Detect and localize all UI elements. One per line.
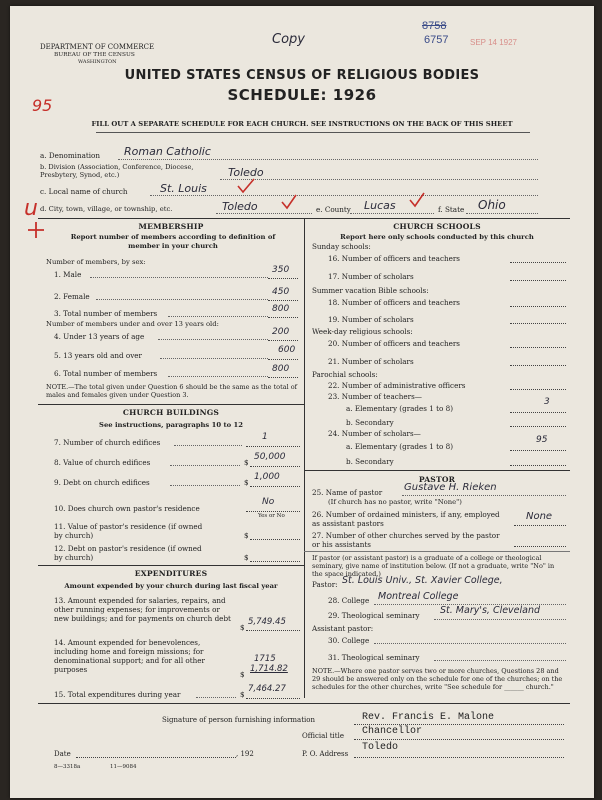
q21-answer-line [510,365,566,366]
instruction-underline [96,132,530,133]
q8-label: 8. Value of church edifices [54,458,151,467]
q13-label: 13. Amount expended for salaries, repairs, and other running expenses; for improvements or new buildings; and for payments on church debt [54,596,231,623]
church-name-value: St. Louis [160,182,207,195]
q5-value: 600 [278,345,296,355]
state-value: Ohio [478,198,506,212]
county-line [350,213,434,214]
summer-label: Summer vacation Bible schools: [312,286,429,295]
q4-leader [158,339,268,340]
q8-leader [170,465,240,466]
division-value: Toledo [228,166,264,179]
age-intro-label: Number of members under and over 13 years old: [46,320,219,328]
q8-value: 50,000 [254,452,286,462]
q11-label: 11. Value of pastor's residence (if owned by church) [54,522,203,540]
pastor-grad-value: St. Louis Univ., St. Xavier College, [342,575,503,586]
q24b-answer-line [510,465,566,466]
membership-intro: Report number of members according to definition of member in your church [70,233,276,250]
q1-label: 1. Male [54,270,82,279]
q26-label: 26. Number of ordained ministers, if any, employed as assistant pastors [312,510,500,528]
church-name-label: c. Local name of church [40,187,128,196]
q24b-label: b. Secondary [346,457,394,466]
q2-leader [96,299,268,300]
check-mark-icon [408,192,426,208]
q11-dollar: $ [244,531,249,540]
official-title-label: Official title [302,732,344,740]
q22-answer-line [510,389,566,390]
q8-answer-line [250,466,300,467]
q15-dollar: $ [240,690,245,699]
q9-label: 9. Debt on church edifices [54,478,150,487]
date-year: , 192 [236,750,254,758]
q11-answer-line [250,539,300,540]
county-value: Lucas [364,199,396,212]
state-label: f. State [438,205,465,214]
q7-answer-line [246,446,300,447]
schools-heading: CHURCH SCHOOLS [393,222,481,231]
q18-answer-line [510,306,566,307]
q29-line [434,619,566,620]
q14-value-top: 1715 [254,654,276,664]
date-label: Date [54,750,71,758]
signature-value: Rev. Francis E. Malone [362,712,495,723]
q14-dollar: $ [240,670,245,679]
q13-value: 5,749.45 [248,617,286,627]
instruction-line: FILL OUT A SEPARATE SCHEDULE FOR EACH CHURCH. SEE INSTRUCTIONS ON THE BACK OF THIS SHEET [91,120,513,128]
city-line [216,213,312,214]
graduate-note: If pastor (or assistant pastor) is a graduate of a college or theological seminary, give name of institution below. (If not a graduate, write "No" in the space indicated.) [312,554,555,578]
q23b-label: b. Secondary [346,418,394,427]
q13-dollar: $ [240,623,245,632]
signature-label: Signature of person furnishing information [162,716,316,724]
form-title: UNITED STATES CENSUS OF RELIGIOUS BODIES [124,68,480,83]
q29-value: St. Mary's, Cleveland [440,605,541,616]
membership-heading: MEMBERSHIP [138,222,204,231]
q30-line [374,643,566,644]
division-line [220,179,538,180]
q5-leader [160,358,268,359]
received-date-stamp: SEP 14 1927 [470,38,518,47]
q25-line [402,495,566,496]
q3-answer-line [268,317,298,318]
q3-label: 3. Total number of members [54,309,158,318]
q26-value: None [526,511,553,522]
q9-leader [170,485,240,486]
q23a-answer-line [510,412,566,413]
q27-label: 27. Number of other churches served by the pastor or his assistants [312,531,500,549]
division-label: b. Division (Association, Conference, Diocese, Presbytery, Synod, etc.) [40,163,194,179]
q17-label: 17. Number of scholars [328,272,414,281]
q28-label: 28. College [328,596,370,605]
q7-value: 1 [262,432,268,442]
q5-label: 5. 13 years old and over [54,351,142,360]
q12-dollar: $ [244,553,249,562]
column-divider [304,218,305,698]
q7-label: 7. Number of church edifices [54,438,161,447]
q25-label: 25. Name of pastor [312,488,383,497]
q22-label: 22. Number of administrative officers [328,381,466,390]
dept-line2: BUREAU OF THE CENSUS [54,52,135,58]
pastor-grad-label: Pastor: [312,580,338,589]
q10-value: No [262,497,275,507]
q9-value: 1,000 [254,472,280,482]
expenditures-intro: Amount expended by your church during last fiscal year [64,582,278,590]
q15-answer-line [246,698,300,699]
q3-value: 800 [272,304,290,314]
q1-answer-line [268,278,298,279]
buildings-heading: CHURCH BUILDINGS [122,408,220,417]
margin-u-mark: u [24,196,38,221]
q28-value: Montreal College [378,591,459,602]
q24-label: 24. Number of scholars— [328,429,421,438]
q23b-answer-line [510,426,566,427]
q13-answer-line [246,630,300,631]
q2-value: 450 [272,287,290,297]
dept-line3: WASHINGTON [78,59,117,65]
q2-answer-line [268,300,298,301]
print-number: 11—9084 [110,764,137,770]
check-mark-icon [280,194,298,210]
church-name-line [150,195,538,196]
q15-label: 15. Total expenditures during year [54,690,181,699]
q14-value: 1,714.82 [250,664,288,674]
q20-answer-line [510,347,566,348]
q2-label: 2. Female [54,292,90,301]
q30-label: 30. College [328,636,370,645]
state-line [466,213,538,214]
q1-value: 350 [272,265,290,275]
buildings-intro: See instructions, paragraphs 10 to 12 [99,421,243,429]
q5-answer-line [268,359,298,360]
q31-line [434,660,566,661]
form-subtitle: SCHEDULE: 1926 [227,86,377,104]
signature-line [354,724,564,725]
q7-leader [174,445,242,446]
pastor-note: NOTE.—Where one pastor serves two or more churches, Questions 28 and 29 should be answered only on the schedule for one of the churches; on the schedules for the other churches, write "See schedule for ______ church." [312,667,563,691]
q27-answer-line [514,546,566,547]
address-label: P. O. Address [302,750,349,758]
parochial-label: Parochial schools: [312,370,378,379]
q14-label: 14. Amount expended for benevolences, including home and foreign missions; for denominational support; and for all other purposes [54,638,205,674]
q24a-value: 95 [536,435,548,445]
q6-answer-line [268,377,298,378]
schools-bottom-rule [304,470,570,471]
q31-label: 31. Theological seminary [328,653,420,662]
margin-number: 95 [32,96,53,115]
q25-note: (If church has no pastor, write "None") [328,498,462,506]
q21-label: 21. Number of scholars [328,357,414,366]
q9-dollar: $ [244,478,249,487]
q12-answer-line [250,561,300,562]
official-title-value: Chancellor [362,726,423,737]
address-line [354,757,564,758]
census-schedule-sheet [10,6,594,798]
pastor-divider [304,551,570,552]
table-bottom-rule [38,703,570,704]
official-title-line [354,739,564,740]
q24a-label: a. Elementary (grades 1 to 8) [346,442,453,451]
sunday-label: Sunday schools: [312,242,371,251]
q19-label: 19. Number of scholars [328,315,414,324]
q16-label: 16. Number of officers and teachers [328,254,460,263]
q4-value: 200 [272,327,290,337]
q15-value: 7,464.27 [248,684,286,694]
dept-line1: DEPARTMENT OF COMMERCE [40,43,155,51]
city-label: d. City, town, village, or township, etc. [40,205,173,213]
date-line [76,757,236,758]
schools-intro: Report here only schools conducted by this church [340,233,534,241]
q6-leader [168,376,268,377]
check-mark-icon [236,178,256,194]
address-value: Toledo [362,742,399,753]
expenditures-heading: EXPENDITURES [134,569,208,578]
membership-bottom-rule [38,404,304,405]
buildings-bottom-rule [38,565,304,566]
denomination-value: Roman Catholic [124,145,211,158]
q20-label: 20. Number of officers and teachers [328,339,460,348]
stamp-number: 6757 [424,34,449,46]
q4-label: 4. Under 13 years of age [54,332,145,341]
form-number: 8—3318a [54,764,81,770]
q23a-label: a. Elementary (grades 1 to 8) [346,404,453,413]
q16-answer-line [510,262,566,263]
copy-mark: Copy [272,32,305,47]
q18-label: 18. Number of officers and teachers [328,298,460,307]
weekday-label: Week-day religious schools: [312,327,413,336]
q6-value: 800 [272,364,290,374]
q26-answer-line [514,525,566,526]
q19-answer-line [510,323,566,324]
q24a-answer-line [510,450,566,451]
q15-leader [196,697,236,698]
q17-answer-line [510,280,566,281]
by-sex-label: Number of members, by sex: [46,258,146,266]
q8-dollar: $ [244,458,249,467]
q23-label: 23. Number of teachers— [328,392,422,401]
membership-note: NOTE.—The total given under Question 6 should be the same as the total of males and females given under Question 3. [46,383,298,399]
q4-answer-line [268,340,298,341]
pastor-heading: PASTOR [418,475,456,484]
denomination-line [118,159,538,160]
q23a-value: 3 [544,397,550,407]
q1-leader [90,277,268,278]
q6-label: 6. Total number of members [54,369,158,378]
q29-label: 29. Theological seminary [328,611,420,620]
yes-no-hint: Yes or No [258,513,285,519]
denomination-label: a. Denomination [40,151,100,160]
q12-label: 12. Debt on pastor's residence (if owned by church) [54,544,202,562]
q9-answer-line [250,486,300,487]
q25-value: Gustave H. Rieken [404,482,497,493]
city-value: Toledo [222,200,258,213]
q10-label: 10. Does church own pastor's residence [54,504,200,513]
assistant-label: Assistant pastor: [312,624,374,633]
stamp-crossed-number: 8758 [422,20,447,32]
county-label: e. County [316,205,351,214]
q3-leader [168,316,268,317]
